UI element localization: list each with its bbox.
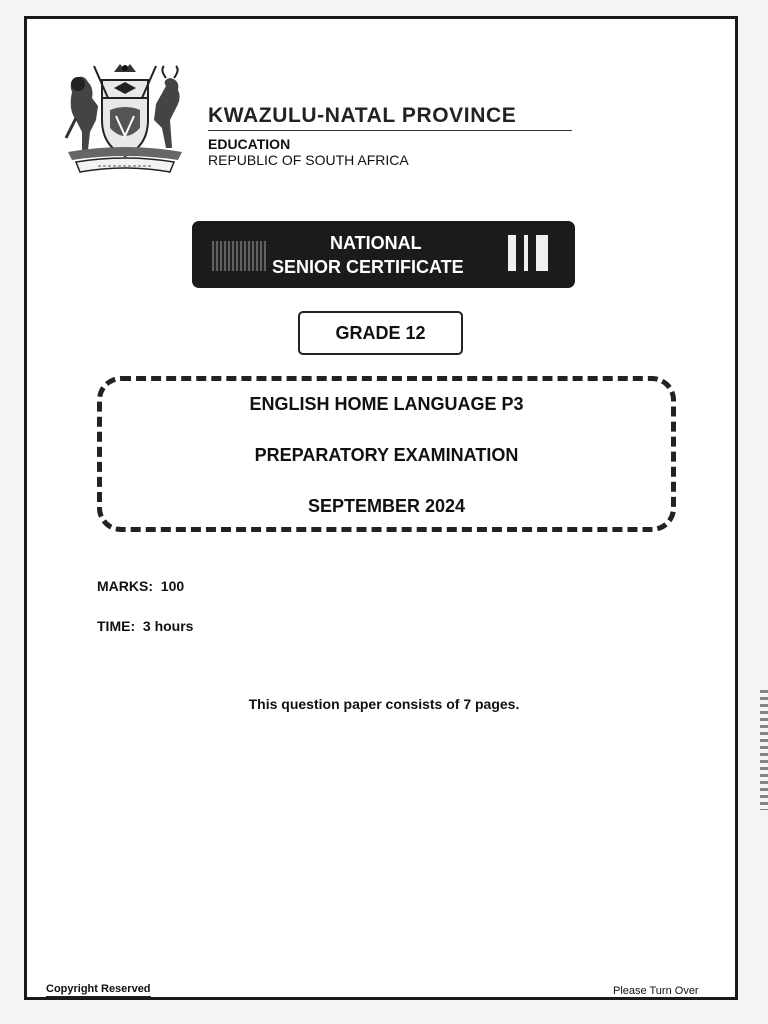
footer-underline [46,996,151,997]
page-count-note: This question paper consists of 7 pages. [248,696,520,712]
department-name: EDUCATION [208,136,291,152]
scan-edge-marks [760,690,768,810]
certificate-line-2: SENIOR CERTIFICATE [272,257,464,277]
turn-over-footer: Please Turn Over [613,985,699,997]
header-rule [208,130,572,131]
country-name: REPUBLIC OF SOUTH AFRICA [208,152,409,168]
time-value: 3 hours [142,618,194,634]
marks-line [97,578,184,594]
marks-label: MARKS: [97,578,153,594]
paper-title: ENGLISH HOME LANGUAGE P3 [249,394,524,414]
province-title: KWAZULU-NATAL PROVINCE [208,104,517,127]
banner-scan-noise [212,241,266,271]
banner-bars [508,235,558,275]
exam-type: PREPARATORY EXAMINATION [254,445,519,465]
exam-session: SEPTEMBER 2024 [307,496,466,516]
marks-value: 100 [160,578,185,594]
time-label: TIME: [97,618,136,634]
certificate-line-1: NATIONAL [330,233,422,253]
time-line [97,618,193,634]
grade-label: GRADE 12 [298,311,463,355]
coat-of-arms-icon [58,58,192,180]
copyright-footer: Copyright Reserved [46,983,151,995]
nsc-banner [192,221,575,288]
